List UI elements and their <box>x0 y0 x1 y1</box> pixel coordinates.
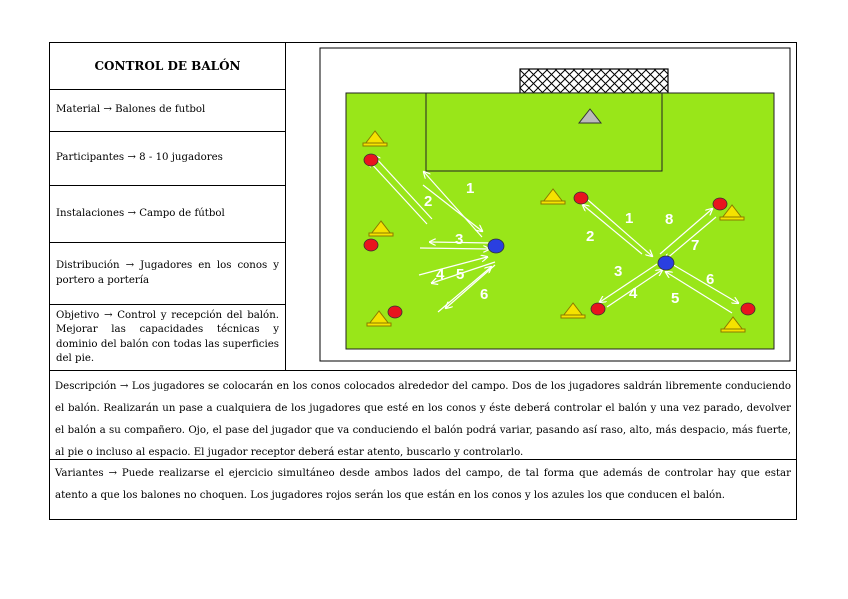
participantes-row: Participantes → 8 - 10 jugadores <box>50 132 285 186</box>
blue-player <box>658 256 674 270</box>
pass-number: 2 <box>424 193 433 210</box>
descripcion-row: Descripción → Los jugadores se colocarán en los conos colocados alrededor del campo. Dos de los jugadores saldrán libremente conduciendo el balón. Realizarán un pase a cualquiera de los jugadores que esté en los conos y éste deberá controlar el balón y una vez parado, devolver el balón a su compañero. Ojo, el pase del jugador que va conduciendo el balón podrá variar, pasando así raso, alto, más despacio, más fuerte, al pie o incluso al espacio. El jugador receptor deberá estar atento, buscarlo y controlarlo. <box>50 370 796 460</box>
red-player <box>388 306 402 318</box>
pass-number: 6 <box>480 286 489 303</box>
pass-number: 5 <box>671 290 680 307</box>
pass-number: 6 <box>706 271 715 288</box>
pass-number: 4 <box>436 266 445 283</box>
objetivo-row: Objetivo → Control y recepción del balón. Mejorar las capacidades técnicas y dominio del balón con todas las superficies del pie. <box>56 309 279 364</box>
red-player <box>574 192 588 204</box>
red-player <box>364 154 378 166</box>
pass-number: 1 <box>466 180 475 197</box>
blue-player <box>488 239 504 253</box>
red-player <box>741 303 755 315</box>
drill-diagram <box>286 43 797 370</box>
instalaciones-row: Instalaciones → Campo de fútbol <box>50 186 285 243</box>
material-row: Material → Balones de futbol <box>50 90 285 132</box>
drill-diagram-svg <box>286 43 797 370</box>
pass-number: 7 <box>691 237 700 254</box>
football-field <box>346 93 774 349</box>
red-player <box>713 198 727 210</box>
goal-net <box>520 69 668 93</box>
pass-number: 3 <box>455 231 464 248</box>
pass-number: 4 <box>629 285 638 302</box>
pass-number: 2 <box>586 228 595 245</box>
pass-number: 8 <box>665 211 674 228</box>
distribucion-row: Distribución → Jugadores en los conos y portero a portería <box>50 243 285 305</box>
info-column <box>50 43 286 370</box>
exercise-sheet <box>49 42 797 520</box>
pass-number: 5 <box>456 266 465 283</box>
red-player <box>364 239 378 251</box>
pass-number: 1 <box>625 210 634 227</box>
exercise-title: CONTROL DE BALÓN <box>50 43 285 90</box>
variantes-row: Variantes → Puede realizarse el ejercicio simultáneo desde ambos lados del campo, de tal forma que además de controlar hay que estar atento a que los balones no choquen. Los jugadores rojos serán los que están en los conos y los azules los que conducen el balón. <box>55 468 791 501</box>
red-player <box>591 303 605 315</box>
pass-number: 3 <box>614 263 623 280</box>
